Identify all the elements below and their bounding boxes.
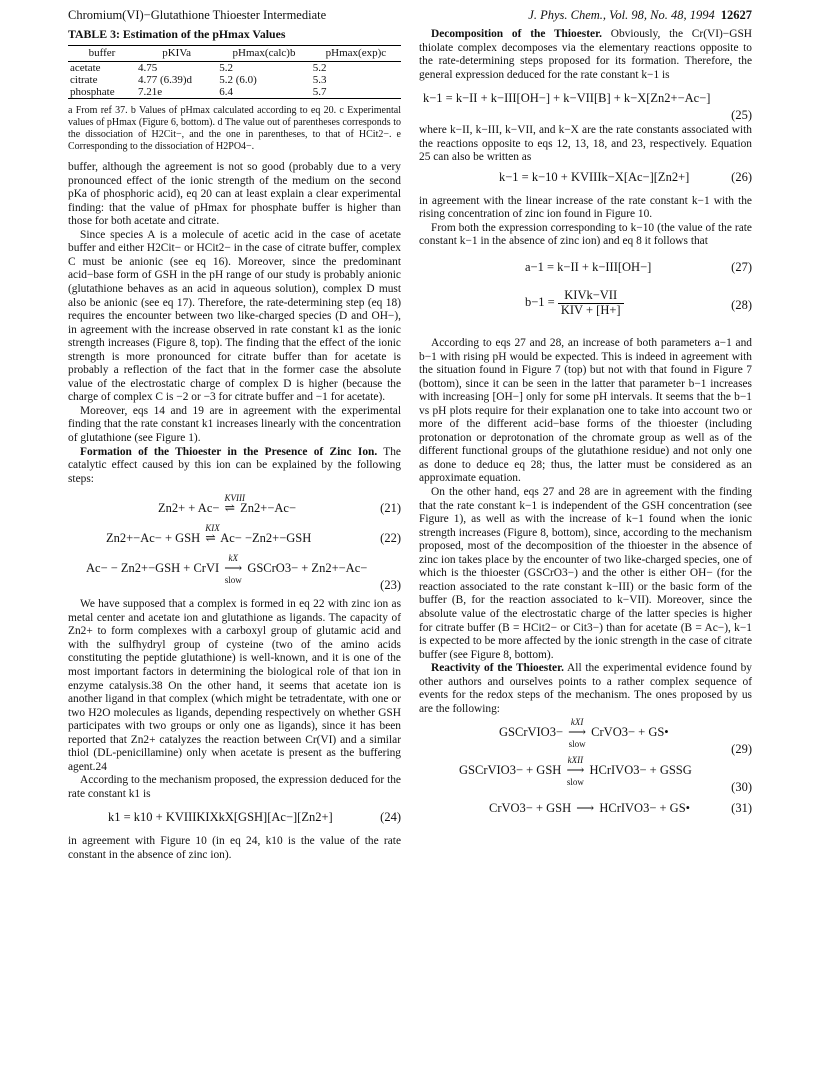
paragraph: Reactivity of the Thioester. All the experimental evidence found by other authors and ourselves points to a rather complex sequence of events for the redox steps of the mechanism. The ones proposed by us are the following: — [419, 662, 752, 715]
equation-number: (22) — [380, 531, 401, 546]
paragraph: buffer, although the agreement is not so good (probably due to a very pronounced effect of the ionic strength of the medium on the second pKa of phosphoric acid), eq 20 can at least explain a clear experimental finding: that the value of pHmax for phosphate buffer is higher than those for both acetate and citrate. — [68, 161, 401, 228]
equation-21: Zn2+ + Ac− KVIII ⇌ Zn2+−Ac− (21) — [158, 493, 401, 516]
equation-29: GSCrVIO3− kXI ⟶ slow CrVO3− + GS• (29) — [499, 717, 752, 756]
paragraph: According to eqs 27 and 28, an increase of both parameters a−1 and b−1 with rising pH would be expected. This is indeed in agreement with the situation found in Figure 7 (top) but not with that found in Figure 7 (bottom), since it can be seen in the latter that parameter b−1 increases with increasing [OH−] only for some pH intervals. It seems that the b−1 vs pH plots require for their explanation one to take into account two or more of the different acid−base forms of the thioester (including protonation or deprotonation of the chromate group as well as of the different functional groups of the glutathione residue) and not only one as done to deduce eq 28; thus, the latter must be considered as an approximate equation. — [419, 337, 752, 485]
fraction: $\frac{\text{KIVk−VII}}{\text{KIV + [H+]}}$ — [558, 289, 624, 317]
table-cell: phosphate — [68, 86, 136, 99]
equilibrium-arrow: KVIII ⇌ — [224, 493, 246, 516]
equation-25: k−1 = k−II + k−III[OH−] + k−VII[B] + k−X[Zn2+−Ac−] (25) — [423, 91, 752, 122]
paragraph: in agreement with the linear increase of the rate constant k−1 with the rising concentration of zinc ion found in Figure 10. — [419, 194, 752, 221]
table-cell: 7.21e — [136, 86, 217, 99]
table-header: pHmax(exp)c — [311, 45, 401, 62]
table-caption: TABLE 3: Estimation of the pHmax Values — [68, 27, 286, 41]
left-column — [68, 28, 401, 863]
equation-26: k−1 = k−10 + KVIIIk−X[Ac−][Zn2+] (26) — [499, 169, 752, 184]
table-row — [68, 86, 401, 99]
paragraph: Moreover, eqs 14 and 19 are in agreement with the experimental finding that the rate constant k1 increases linearly with the concentration of glutathione (see Figure 1). — [68, 404, 401, 445]
section-heading: Formation of the Thioester in the Presence of Zinc Ion. — [80, 445, 378, 458]
table-cell: 5.2 (6.0) — [219, 74, 257, 87]
header-journal: J. Phys. Chem., Vol. 98, No. 48, 1994 12627 — [528, 8, 752, 22]
table-cell: 4.77 (6.39)d — [137, 74, 193, 87]
table-cell: 5.2 — [219, 62, 233, 75]
header-title: Chromium(VI)−Glutathione Thioester Intermediate — [68, 8, 327, 22]
table-cell: 5.7 — [311, 86, 401, 99]
table-cell: 4.75 — [137, 62, 158, 75]
table-header: pKIVa — [136, 45, 217, 62]
table-header: pHmax(calc)b — [217, 45, 311, 62]
equation-number: (25) — [731, 107, 752, 122]
paragraph: Decomposition of the Thioester. Obviously, the Cr(VI)−GSH thiolate complex decomposes via the elementary reactions opposite to the rate-determining steps proposed for its formation. Therefore, the general expression deduced for the rate constant k−1 is — [419, 28, 753, 81]
equation-28: b−1 = $\frac{\text{KIVk−VII}}{\text{KIV + [H+]}}$ (28) — [525, 288, 752, 317]
reaction-arrow: kX ⟶ slow — [224, 553, 243, 586]
table-header-row — [68, 45, 401, 62]
equation-number: (31) — [731, 801, 752, 816]
table-footnote: a From ref 37. b Values of pHmax calculated according to eq 20. c Experimental values of pHmax (Figure 6, bottom). d The value out of parentheses corresponds to the dissociation of H2Cit−, and the one in parentheses, to that of HCit2−. e Corresponding to the dissociation of H2PO4−. — [68, 105, 401, 153]
paragraph: We have supposed that a complex is formed in eq 22 with zinc ion as metal center and acetate ion and glutathione as ligands. The capacity of Zn2+ to form complexes with a carboxyl group of glutamic acid and with the sulfhydryl group of cysteine (two of the amino acids constituting the peptide glutathione) is well-known, and it is one of the most important factors in determining the biological role of that ion in enzyme catalysis.38 On the other hand, it seems that acetate ion is another ligand in that complex (which might be tetradentate, with one or two H2O molecules as ligands, depending respectively on whether GSH participates with two groups or only one as ligands), since it has been reported that Zn2+ catalyzes the reaction between Cr(VI) and a similar thiol (DL-penicillamine) only when acetate is present as the buffering agent.24 — [68, 598, 401, 773]
table-cell: 6.4 — [217, 86, 311, 99]
reaction-arrow: kXI ⟶ slow — [568, 717, 587, 750]
section-heading: Reactivity of the Thioester. — [431, 662, 564, 675]
table-3 — [68, 45, 401, 100]
table-cell: 5.3 — [312, 74, 327, 87]
table-cell: 5.2 — [312, 62, 327, 75]
running-header — [68, 8, 752, 26]
paragraph: From both the expression corresponding to k−10 (the value of the rate constant k−1 in the absence of zinc ion) and eq 8 it follows that — [419, 221, 752, 248]
equation-27: a−1 = k−II + k−III[OH−] (27) — [525, 260, 752, 275]
page-number: 12627 — [720, 8, 752, 22]
equation-number: (24) — [380, 810, 401, 825]
table-header: buffer — [68, 45, 136, 62]
paragraph: in agreement with Figure 10 (in eq 24, k10 is the value of the rate constant in the absence of zinc ion). — [68, 835, 401, 861]
equation-24: k1 = k10 + KVIIIKIXkX[GSH][Ac−][Zn2+] (24) — [108, 810, 401, 825]
paragraph: On the other hand, eqs 27 and 28 are in agreement with the finding that the rate constant k−1 is independent of the GSH concentration (see Figure 1), as well as with the increase of k−1 found when the ionic strength increases (Figure 8, bottom), since, according to the mechanism proposed, most of the decomposition of the thioester in the absence of zinc ion takes place by the encounter of two like-charged species, one of which is the thioester (GSCrO3−) and the other is either OH− (for the reaction associated to the rate constant k−III) or the basic form of the buffer (B, for the reaction associated to k−VII). Moreover, since the absolute value of the electrostatic charge of the latter species is higher for citrate buffer (B = HCit2− or Cit3−) than for acetate (B = Ac−), k−1 is expected to be more affected by the ionic strength in the case of citrate buffer (see Figure 8, bottom). — [419, 486, 752, 661]
table-row — [68, 62, 401, 75]
equation-22: Zn2+−Ac− + GSH KIX ⇌ Ac− −Zn2+−GSH (22) — [106, 523, 401, 546]
equation-31: CrVO3− + GSH ⟶ HCrIVO3− + GS• (31) — [489, 801, 752, 816]
reaction-arrow: ⟶ — [576, 801, 595, 816]
equation-number: (29) — [731, 741, 752, 756]
equation-number: (30) — [731, 779, 752, 794]
equation-23: Ac− − Zn2+−GSH + CrVI kX ⟶ slow GSCrO3− + Zn2+−Ac− (23) — [86, 553, 401, 592]
equation-number: (21) — [380, 501, 401, 516]
reaction-arrow: kXII ⟶ slow — [566, 755, 585, 788]
equation-number: (27) — [731, 260, 752, 275]
equation-number: (28) — [731, 298, 752, 313]
paragraph: where k−II, k−III, k−VII, and k−X are the rate constants associated with the reactions opposite to eqs 12, 13, 18, and 23, respectively. Equation 25 can also be written as — [419, 124, 752, 164]
table-cell: acetate — [70, 62, 101, 75]
equation-number: (23) — [380, 577, 401, 592]
paragraph: According to the mechanism proposed, the expression deduced for the rate constant k1 is — [68, 774, 401, 800]
equation-number: (26) — [731, 169, 752, 184]
table-cell: citrate — [70, 74, 98, 87]
table-row — [68, 74, 401, 86]
right-column — [419, 28, 752, 826]
section-heading: Decomposition of the Thioester. — [431, 28, 602, 40]
paragraph: Since species A is a molecule of acetic acid in the case of acetate buffer and either H2Cit− or HCit2− in the case of citrate buffer, complex C must be anionic (see eq 16). Moreover, since the predominant acid−base form of GSH in the pH range of our study is probably anionic (glutathione behaves as an acid in aqueous solution), complex D must also be anionic (see eq 17). Therefore, the rate-determining step (eq 18) requires the encounter between two like-charged species (D and OH−), in agreement with the increase observed in rate constant k1 as the ionic strength increases (Figure 8, top). The finding that the effect of the ionic strength is more pronounced for citrate buffer than for acetate is probably a reflection of the fact that in the former case the absolute value of the electrostatic charge of complex D is higher (because the charge of complex C is −2 or −3 for citrate buffer and −1 for acetate). — [68, 228, 401, 404]
equilibrium-arrow: KIX ⇌ — [205, 523, 220, 546]
equation-30: GSCrVIO3− + GSH kXII ⟶ slow HCrIVO3− + GSSG (30) — [459, 755, 752, 794]
paragraph: Formation of the Thioester in the Presence of Zinc Ion. The catalytic effect caused by this ion can be explained by the following steps: — [68, 445, 401, 485]
